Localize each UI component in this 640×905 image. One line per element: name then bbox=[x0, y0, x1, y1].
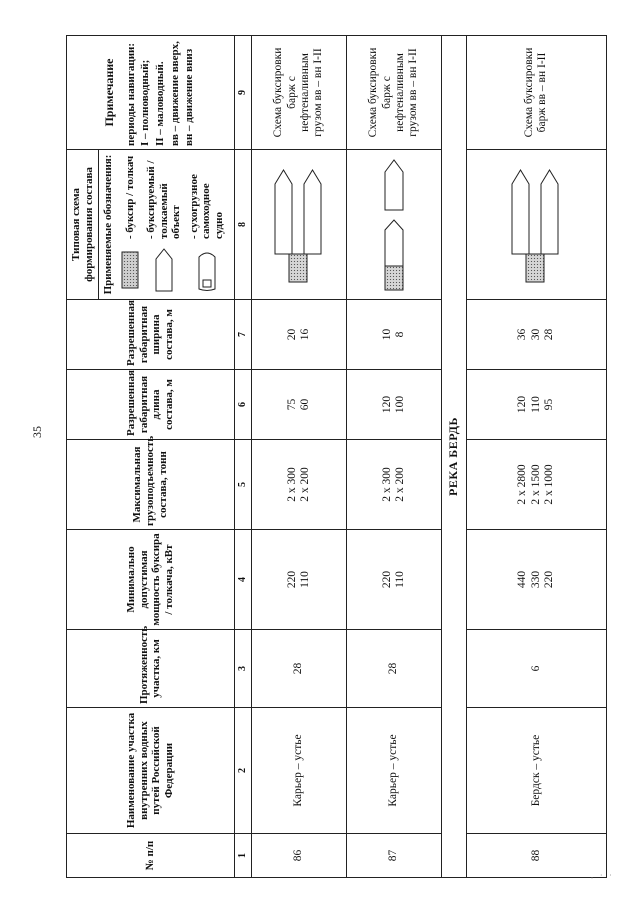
note-line: вв – движение вверх, bbox=[168, 41, 181, 146]
legend-title: Применяемые обозначения: bbox=[102, 154, 115, 295]
header-length: Протяженность участка, км bbox=[67, 630, 235, 708]
col-number: 6 bbox=[234, 370, 251, 440]
rotated-table-container bbox=[66, 36, 602, 878]
cargo-vessel-icon bbox=[197, 247, 217, 293]
header-conv-length: Разрешенная габаритная длина состава, м bbox=[67, 370, 235, 440]
legend-item-tug bbox=[120, 154, 140, 293]
row-length: 6 bbox=[466, 630, 606, 708]
row-num: 86 bbox=[251, 834, 346, 878]
row-num: 88 bbox=[466, 834, 606, 878]
row-power: 440 330 220 bbox=[466, 530, 606, 630]
header-row bbox=[67, 36, 235, 878]
col-number: 9 bbox=[234, 36, 251, 150]
scheme-two-barges-line bbox=[346, 150, 441, 300]
row-power: 220 110 bbox=[251, 530, 346, 630]
legend-label: - буксир / толкач bbox=[123, 155, 136, 239]
legend-item-barge bbox=[145, 154, 183, 293]
page-number: 35 bbox=[30, 426, 44, 438]
row-section: Бердск – устье bbox=[466, 708, 606, 834]
col-number: 8 bbox=[234, 150, 251, 300]
row-length: 28 bbox=[346, 630, 441, 708]
col-number: 4 bbox=[234, 530, 251, 630]
row-note: Схема буксировки барж с нефтеналивным грузом вв – вн I-II bbox=[346, 36, 441, 150]
header-scheme bbox=[67, 150, 235, 300]
header-conv-width: Разрешенная габаритная ширина состава, м bbox=[67, 300, 235, 370]
col-number: 2 bbox=[234, 708, 251, 834]
row-conv-width: 36 30 28 bbox=[466, 300, 606, 370]
scheme-title: Типовая схема формирования состава bbox=[70, 167, 95, 282]
header-power: Минимально допустимая мощность буксира / толкача, кВт bbox=[67, 530, 235, 630]
legend-label: - сухогрузное самоходное судно bbox=[187, 174, 226, 239]
table-row bbox=[466, 36, 606, 878]
row-note: Схема буксировки барж вв – вн I-II bbox=[466, 36, 606, 150]
col-number: 5 bbox=[234, 440, 251, 530]
legend-label: - буксируемый / толкаемый объект bbox=[144, 160, 183, 239]
row-conv-width: 10 8 bbox=[346, 300, 441, 370]
column-number-row bbox=[234, 36, 251, 878]
row-section: Карьер – устье bbox=[346, 708, 441, 834]
header-note bbox=[67, 36, 235, 150]
note-line: вн – движение вниз bbox=[183, 48, 196, 146]
row-note: Схема буксировки барж с нефтеналивным грузом вв – вн I-II bbox=[251, 36, 346, 150]
tug-pusher-icon bbox=[120, 247, 140, 293]
header-capacity: Максимальная грузоподъемность состава, тонн bbox=[67, 440, 235, 530]
scheme-two-barges-abreast bbox=[251, 150, 346, 300]
col-number: 3 bbox=[234, 630, 251, 708]
header-section: Наименование участка внутренних водных путей Российской Федерации bbox=[67, 708, 235, 834]
note-line: I – полноводный; bbox=[139, 59, 152, 146]
scheme-two-barges-abreast bbox=[466, 150, 606, 300]
row-capacity: 2 х 2800 2 х 1500 2 х 1000 bbox=[466, 440, 606, 530]
table-row bbox=[346, 36, 441, 878]
note-line: периоды навигации: bbox=[124, 42, 137, 146]
river-row bbox=[441, 36, 466, 878]
row-num: 87 bbox=[346, 834, 441, 878]
row-section: Карьер – устье bbox=[251, 708, 346, 834]
row-conv-width: 20 16 bbox=[251, 300, 346, 370]
convoy-table bbox=[66, 35, 607, 878]
row-conv-length: 120 110 95 bbox=[466, 370, 606, 440]
table-row bbox=[251, 36, 346, 878]
row-length: 28 bbox=[251, 630, 346, 708]
col-number: 1 bbox=[234, 834, 251, 878]
note-title: Примечание bbox=[101, 58, 116, 127]
towed-barge-icon bbox=[154, 247, 174, 293]
row-capacity: 2 х 300 2 х 200 bbox=[251, 440, 346, 530]
row-conv-length: 75 60 bbox=[251, 370, 346, 440]
corner-mark: · ˙ ˙ bbox=[590, 873, 614, 883]
row-capacity: 2 х 300 2 х 200 bbox=[346, 440, 441, 530]
note-line: II – маловодный. bbox=[153, 61, 166, 146]
col-number: 7 bbox=[234, 300, 251, 370]
row-conv-length: 120 100 bbox=[346, 370, 441, 440]
header-num: № п/п bbox=[67, 834, 235, 878]
river-name: РЕКА БЕРДЬ bbox=[441, 36, 466, 878]
legend-item-vessel bbox=[188, 154, 226, 293]
row-power: 220 110 bbox=[346, 530, 441, 630]
